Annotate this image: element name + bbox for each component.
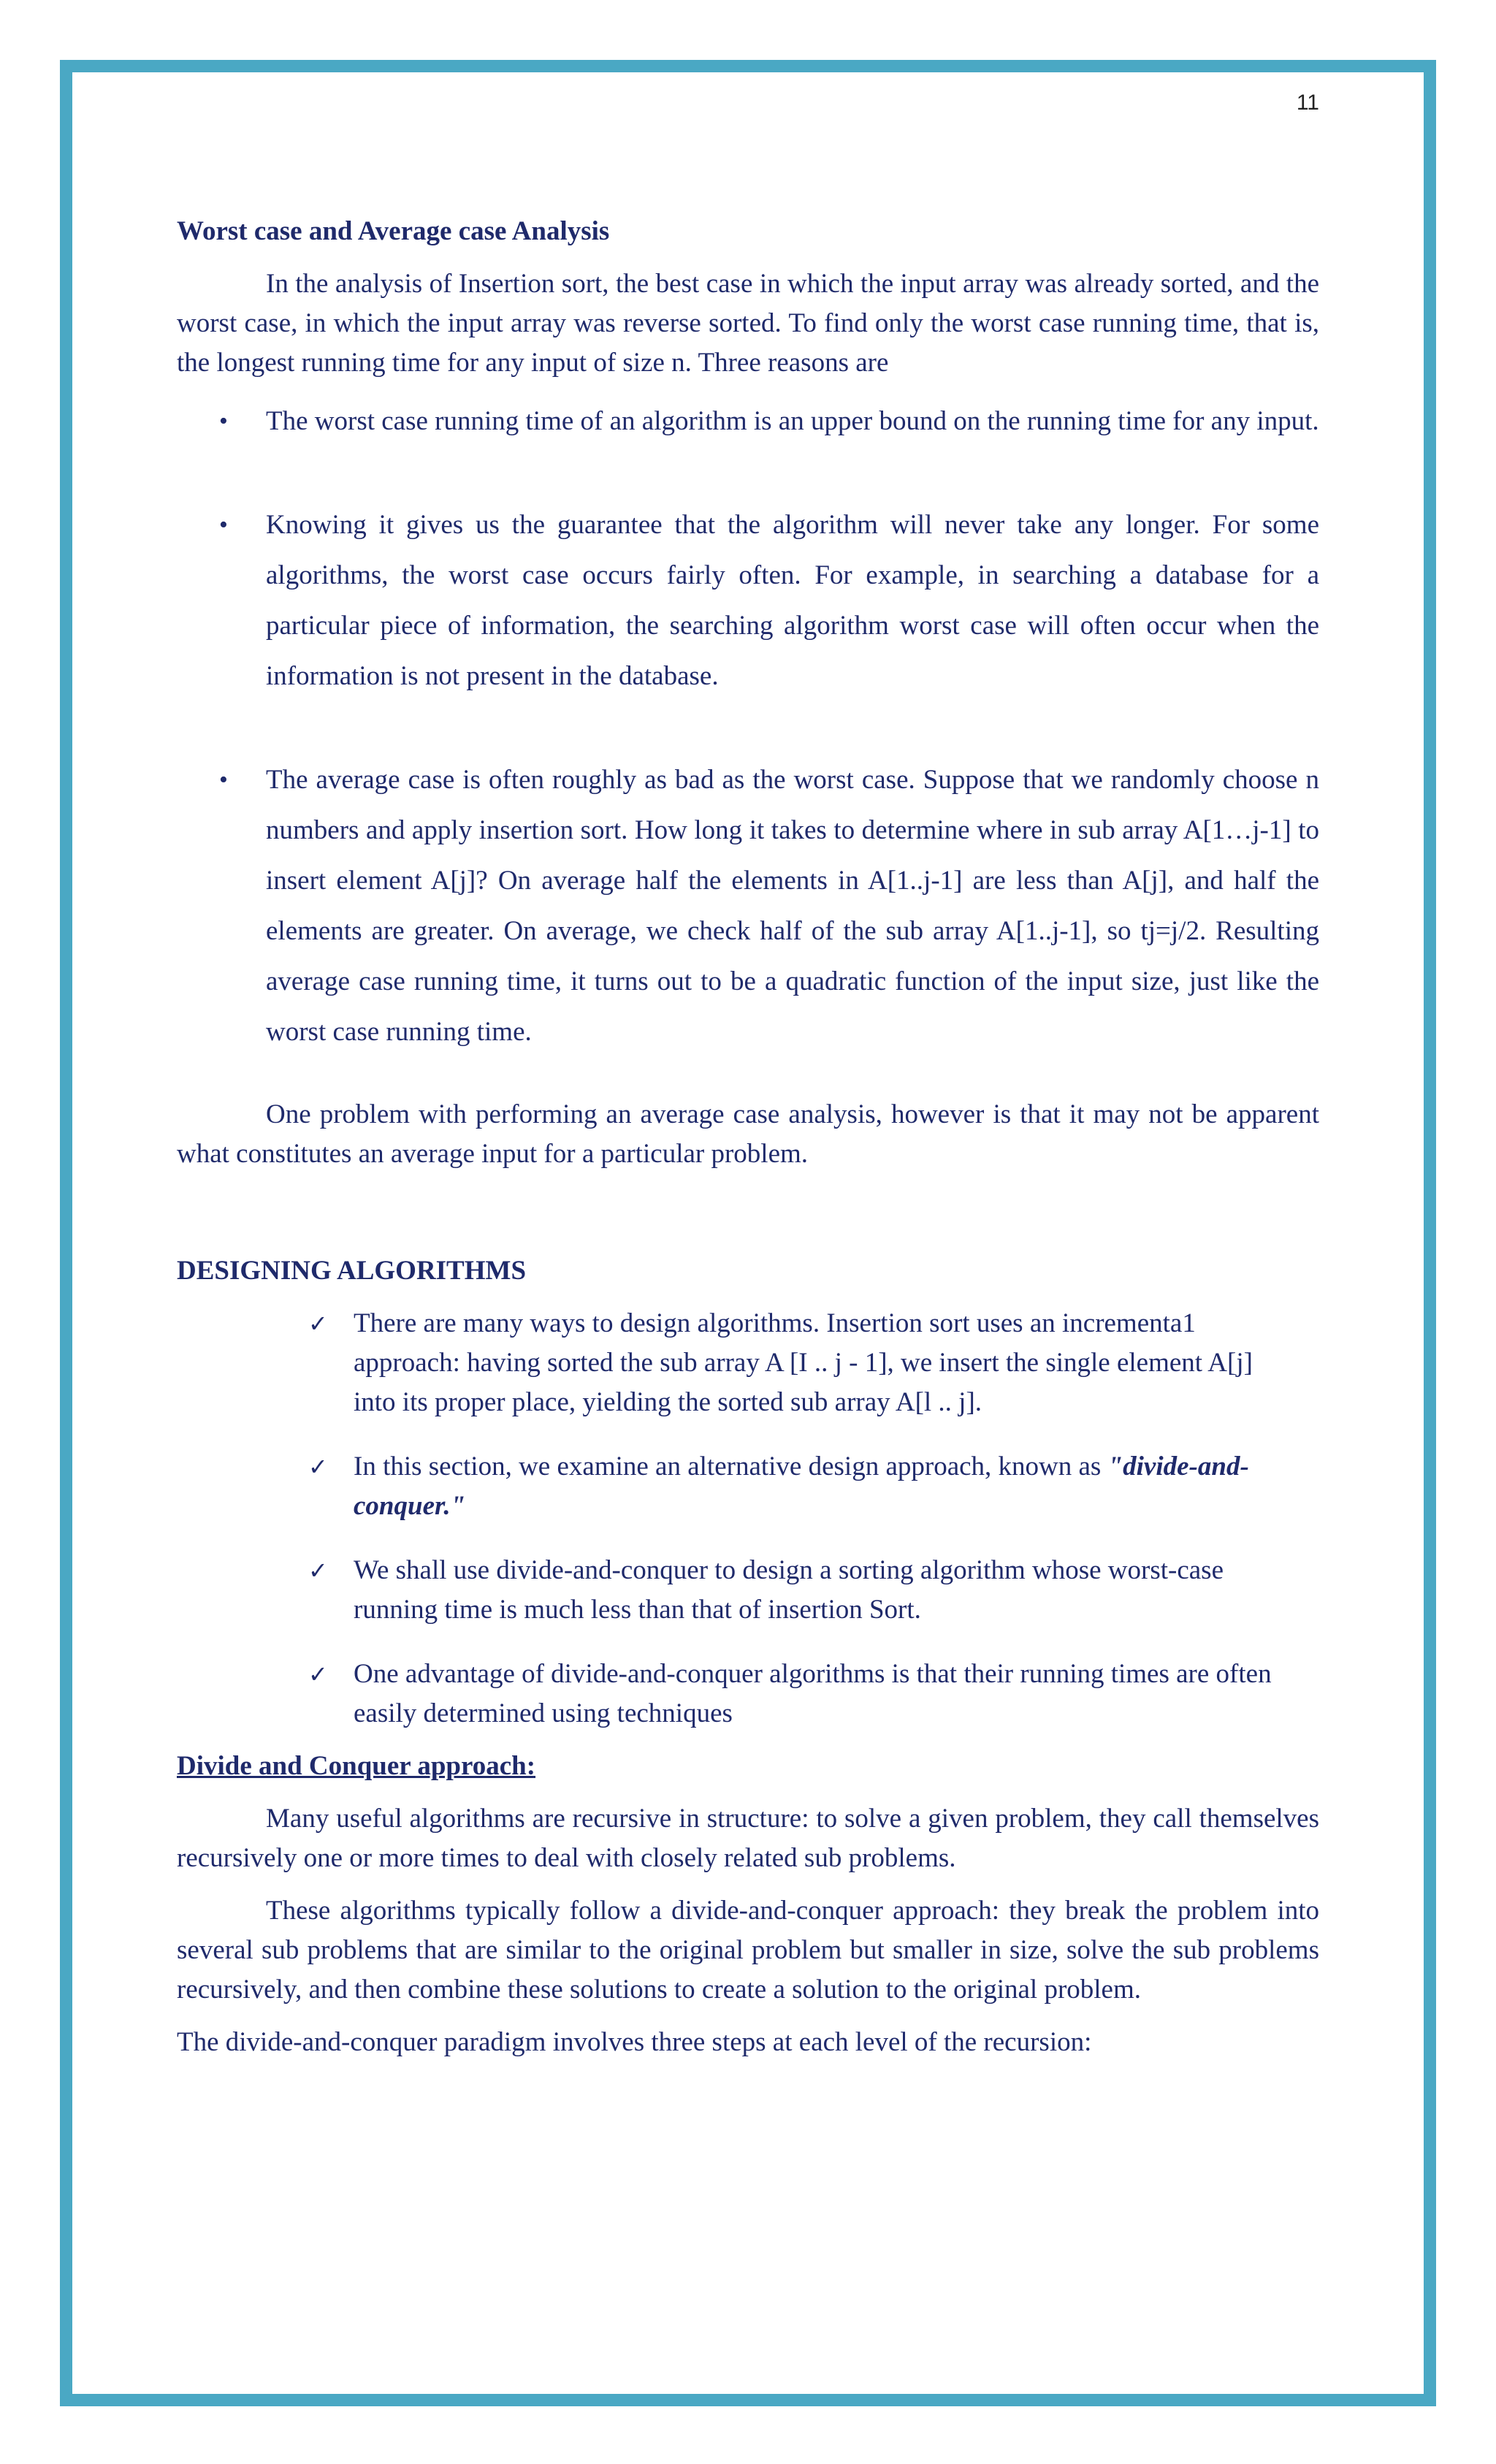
reason-item-2: • Knowing it gives us the guarantee that the algorithm will never take any longer. For some algorithms, the worst case occurs fairly often. For example, in searching a database for a particular piece of information, the searching algorithm worst case will often occur when the information is not present in the database. (177, 500, 1319, 701)
intro-paragraph: In the analysis of Insertion sort, the best case in which the input array was already sorted, and the worst case, in which the input array was reverse sorted. To find only the worst case running time, that is, the longest running time for any input of size n. Three reasons are (177, 269, 1319, 378)
spacer (177, 1187, 1319, 1251)
check-item-2 (177, 1447, 1319, 1526)
page-number: 11 (1296, 91, 1319, 115)
dc-last-line: The divide-and-conquer paradigm involves three steps at each level of the recursion: (177, 2027, 1092, 2057)
dc-paragraph-2: These algorithms typically follow a divide-and-conquer approach: they break the problem into several sub problems that are similar to the original problem but smaller in size, solve the sub problems recursively, and then combine these solutions to create a solution to the original problem. (177, 1896, 1319, 2005)
check-item-3: ✓ We shall use divide-and-conquer to design a sorting algorithm whose worst-case running time is much less than that of insertion Sort. (177, 1551, 1319, 1630)
reason-item-3: • The average case is often roughly as bad as the worst case. Suppose that we randomly choose n numbers and apply insertion sort. How long it takes to determine where in sub array A[1…j-1] to insert element A[j]? On average half the elements in A[1..j-1] are less than A[j], and half the elements are greater. On average, we check half of the sub array A[1..j-1], so tj=j/2. Resulting average case running time, it turns out to be a quadratic function of the input size, just like the worst case running time. (177, 755, 1319, 1057)
reasons-list (177, 396, 1319, 1057)
dc-paragraph-1: Many useful algorithms are recursive in structure: to solve a given problem, they call themselves recursively one or more times to deal with closely related sub problems. (177, 1804, 1319, 1873)
reason-item-1: • The worst case running time of an algorithm is an upper bound on the running time for any input. (177, 396, 1319, 446)
check-item-4: ✓ One advantage of divide-and-conquer algorithms is that their running times are often easily determined using techniques (177, 1655, 1319, 1733)
section-heading-designing: DESIGNING ALGORITHMS (177, 1256, 527, 1286)
page-content (177, 212, 1319, 2075)
design-checklist (177, 1304, 1319, 1733)
check-item-2-text: In this section, we examine an alternative design approach, known as (354, 1452, 1108, 1481)
section-heading-worst-average: Worst case and Average case Analysis (177, 216, 610, 246)
section-heading-divide-conquer: Divide and Conquer approach: (177, 1751, 536, 1781)
divide-and-conquer-emphasis: "divide-and-conquer." (354, 1452, 1249, 1521)
check-item-1: ✓ There are many ways to design algorithms. Insertion sort uses an incrementa1 approach: having sorted the sub array A [I .. j - 1], we insert the single element A[j] into its proper place, yielding the sorted sub array A[l .. j]. (177, 1304, 1319, 1422)
closing-paragraph: One problem with performing an average case analysis, however is that it may not be apparent what constitutes an average input for a particular problem. (177, 1099, 1319, 1169)
